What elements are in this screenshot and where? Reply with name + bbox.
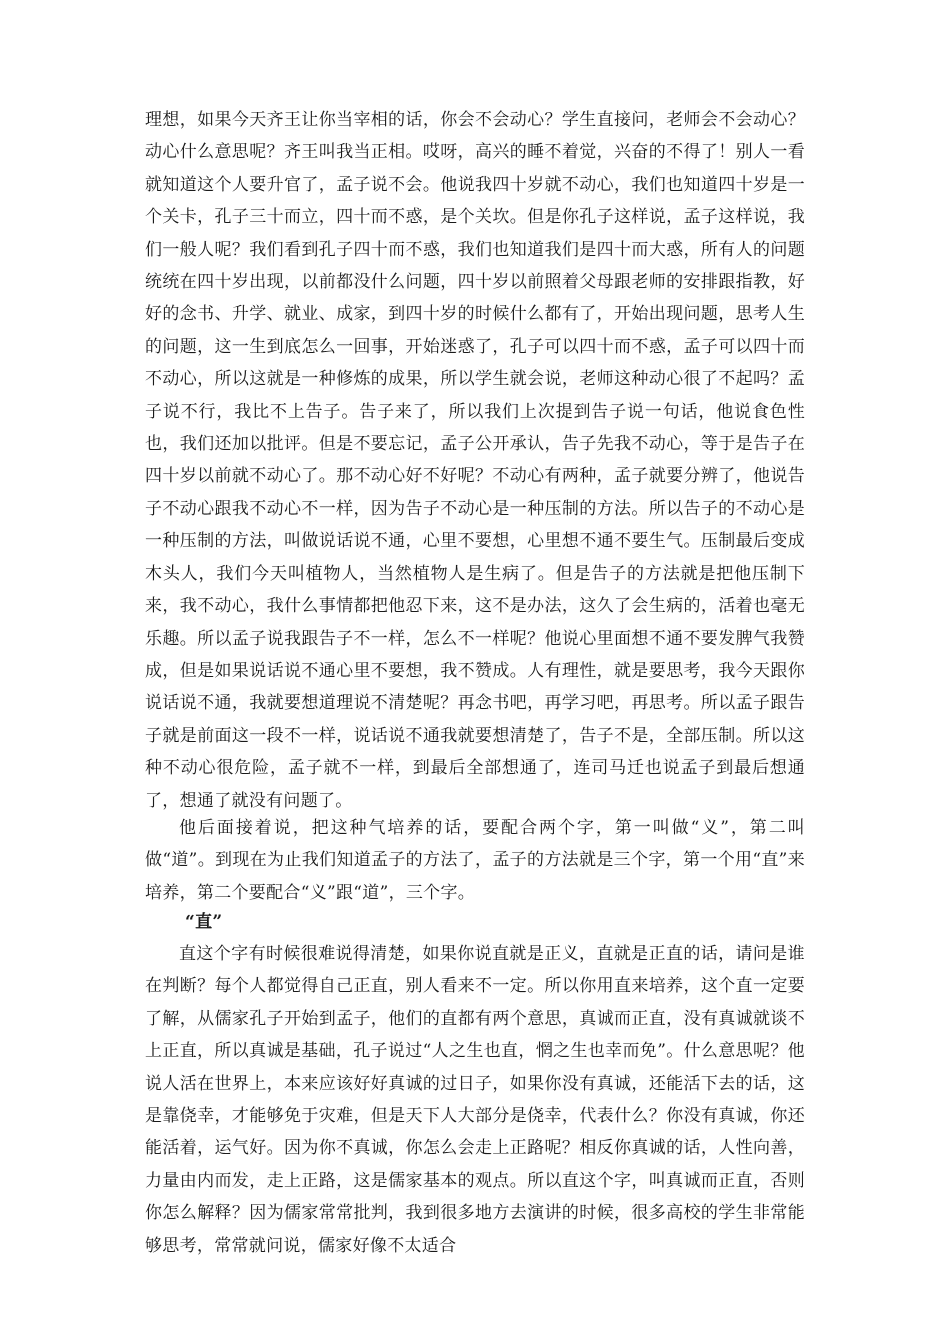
body-paragraph: 直这个字有时候很难说得清楚，如果你说直就是正义，直就是正直的话，请问是谁在判断？每个人都觉得自己正直，别人看来不一定。所以你用直来培养，这个直一定要了解，从儒家孔子开始到孟子，他们的直都有两个意思，真诚而正直，没有真诚就谈不上正直，所以真诚是基础，孔子说过“人之生也直，惘之生也幸而免”。什么意思呢？他说人活在世界上，本来应该好好真诚的过日子，如果你没有真诚，还能活下去的话，这是靠侥幸，才能够免于灾难，但是天下人大部分是侥幸，代表什么？你没有真诚，你还能活着，运气好。因为你不真诚，你怎么会走上正路呢？相反你真诚的话，人性向善，力量由内而发，走上正路，这是儒家基本的观点。所以直这个字，叫真诚而正直，否则你怎么解释？因为儒家常常批判，我到很多地方去演讲的时候，很多高校的学生非常能够思考，常常就问说，儒家好像不太适合 xyxy=(145,944,805,1256)
body-paragraph: 他后面接着说，把这种气培养的话，要配合两个字，第一叫做“义”，第二叫做“道”。到现在为止我们知道孟子的方法了，孟子的方法就是三个字，第一个用“直”来培养，第二个要配合“义”跟“道”，三个字。 xyxy=(145,818,805,903)
body-paragraph-3-container xyxy=(145,938,805,1262)
body-paragraph-2-container xyxy=(145,812,805,909)
body-paragraph: 理想，如果今天齐王让你当宰相的话，你会不会动心？学生直接问，老师会不会动心？动心什么意思呢？齐王叫我当正相。哎呀，高兴的睡不着觉，兴奋的不得了！别人一看就知道这个人要升官了，孟子说不会。他说我四十岁就不动心，我们也知道四十岁是一个关卡，孔子三十而立，四十而不惑，是个关坎。但是你孔子这样说，孟子这样说，我们一般人呢？我们看到孔子四十而不惑，我们也知道我们是四十而大惑，所有人的问题统统在四十岁出现，以前都没什么问题，四十岁以前照着父母跟老师的安排跟指教，好好的念书、升学、就业、成家，到四十岁的时候什么都有了，开始出现问题，思考人生的问题，这一生到底怎么一回事，开始迷惑了，孔子可以四十而不惑，孟子可以四十而不动心，所以这就是一种修炼的成果，所以学生就会说，老师这种动心很了不起吗？孟子说不行，我比不上告子。告子来了，所以我们上次提到告子说一句话，他说食色性也，我们还加以批评。但是不要忘记，孟子公开承认，告子先我不动心，等于是告子在四十岁以前就不动心了。那不动心好不好呢？不动心有两种，孟子就要分辨了，他说告子不动心跟我不动心不一样，因为告子不动心是一种压制的方法。所以告子的不动心是一种压制的方法，叫做说话说不通，心里不要想，心里想不通不要生气。压制最后变成木头人，我们今天叫植物人，当然植物人是生病了。但是告子的方法就是把他压制下来，我不动心，我什么事情都把他忍下来，这不是办法，这久了会生病的，活着也毫无乐趣。所以孟子说我跟告子不一样，怎么不一样呢？他说心里面想不通不要发脾气我赞成，但是如果说话说不通心里不要想，我不赞成。人有理性，就是要思考，我今天跟你说话说不通，我就要想道理说不清楚呢？再念书吧，再学习吧，再思考。所以孟子跟告子就是前面这一段不一样，说话说不通我就要想清楚了，告子不是，全部压制。所以这种不动心很危险，孟子就不一样，到最后全部想通了，连司马迁也说孟子到最后想通了，想通了就没有问题了。 xyxy=(145,110,805,811)
section-heading-container xyxy=(145,906,805,938)
body-paragraph-1-container xyxy=(145,104,805,817)
section-heading: “直” xyxy=(185,912,223,932)
